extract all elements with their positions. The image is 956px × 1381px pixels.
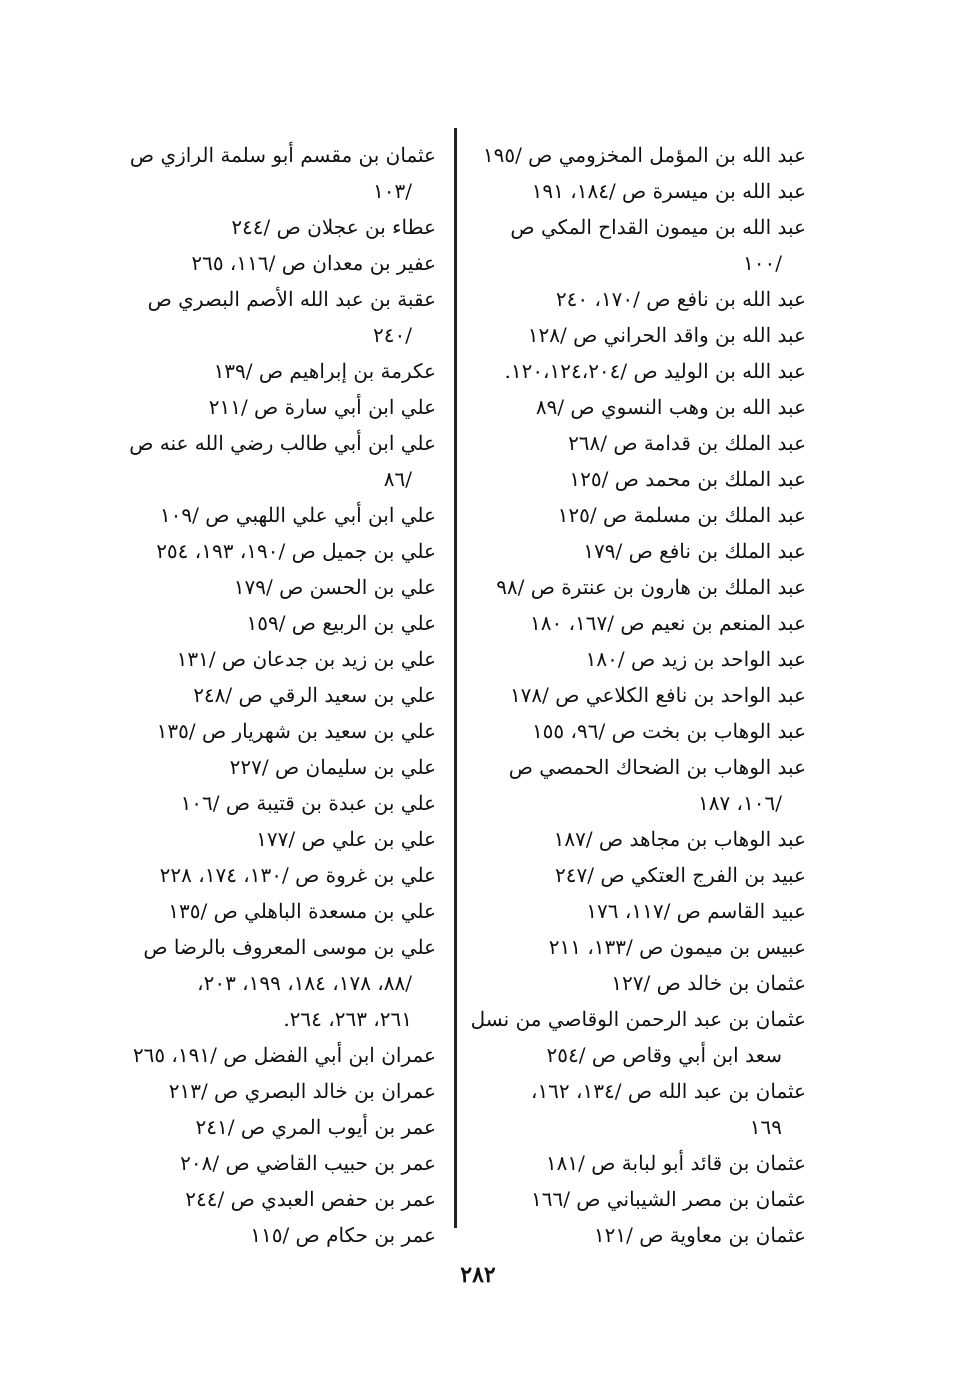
index-entry-continuation: ١٦٩ — [749, 1115, 782, 1139]
index-column-left — [106, 137, 436, 1253]
index-entry: عقبة بن عبد الله الأصم البصري ص — [147, 287, 436, 311]
index-entry: علي بن الحسن ص /١٧٩ — [233, 575, 436, 599]
index-entry: علي بن علي ص /١٧٧ — [256, 827, 436, 851]
index-entry: عبد الوهاب بن مجاهد ص /١٨٧ — [553, 827, 806, 851]
index-entry: عثمان بن عبد الله ص /١٣٤، ١٦٢، — [530, 1079, 806, 1103]
index-entry: علي بن مسعدة الباهلي ص /١٣٥ — [168, 899, 436, 923]
index-entry: عبد الله بن المؤمل المخزومي ص /١٩٥ — [482, 143, 806, 167]
index-entry: عطاء بن عجلان ص /٢٤٤ — [231, 215, 436, 239]
index-entry: عبد الملك بن هارون بن عنترة ص /٩٨ — [496, 575, 806, 599]
index-entry: عبيد بن الفرج العتكي ص /٢٤٧ — [555, 863, 806, 887]
index-entry: عبد الوهاب بن الضحاك الحمصي ص — [508, 755, 806, 779]
index-entry: عبيس بن ميمون ص /١٣٣، ٢١١ — [548, 935, 806, 959]
index-entry-continuation: /١٠٦، ١٨٧ — [697, 791, 782, 815]
index-entry: علي بن زيد بن جدعان ص /١٣١ — [176, 647, 436, 671]
index-entry: عبد الله بن الوليد ص /١٢٠،١٢٤،٢٠٤. — [504, 359, 806, 383]
index-entry: عمران ابن أبي الفضل ص /١٩١، ٢٦٥ — [132, 1043, 436, 1067]
index-entry: عثمان بن معاوية ص /١٢١ — [593, 1223, 806, 1247]
index-entry: عبد الله بن واقد الحراني ص /١٢٨ — [527, 323, 806, 347]
index-entry: علي ابن أبي علي اللهبي ص /١٠٩ — [159, 503, 436, 527]
index-entry-continuation: /٨٨، ١٧٨، ١٨٤، ١٩٩، ٢٠٣، — [197, 971, 412, 995]
index-entry: عبد الواحد بن نافع الكلاعي ص /١٧٨ — [509, 683, 806, 707]
index-entry: عبد الله بن ميسرة ص /١٨٤، ١٩١ — [531, 179, 806, 203]
index-entry: علي ابن أبي طالب رضي الله عنه ص — [129, 431, 436, 455]
index-entry: عبد الواحد بن زيد ص /١٨٠ — [585, 647, 806, 671]
index-entry-continuation: سعد ابن أبي وقاص ص /٢٥٤ — [546, 1043, 782, 1067]
index-entry: عبد الوهاب بن بخت ص /٩٦، ١٥٥ — [531, 719, 806, 743]
index-entry: عبد المنعم بن نعيم ص /١٦٧، ١٨٠ — [529, 611, 806, 635]
index-entry: عثمان بن مقسم أبو سلمة الرازي ص — [129, 143, 436, 167]
index-entry: عثمان بن مصر الشيباني ص /١٦٦ — [530, 1187, 806, 1211]
column-divider — [454, 128, 457, 1228]
index-entry: عبيد القاسم ص /١١٧، ١٧٦ — [586, 899, 806, 923]
index-column-right — [466, 137, 806, 1253]
index-entry: عثمان بن خالد ص /١٢٧ — [611, 971, 806, 995]
index-entry: عفير بن معدان ص /١١٦، ٢٦٥ — [191, 251, 436, 275]
index-entry: علي بن سعيد الرقي ص /٢٤٨ — [193, 683, 436, 707]
index-entry: عبد الله بن نافع ص /١٧٠، ٢٤٠ — [555, 287, 806, 311]
index-entry: علي بن موسى المعروف بالرضا ص — [143, 935, 436, 959]
index-entry-continuation: ٢٦١، ٢٦٣، ٢٦٤. — [283, 1007, 412, 1031]
index-entry: عمر بن حكام ص /١١٥ — [250, 1223, 436, 1247]
index-entry: عبد الله بن وهب النسوي ص /٨٩ — [535, 395, 806, 419]
index-entry: علي بن سعيد بن شهريار ص /١٣٥ — [156, 719, 436, 743]
index-entry: علي بن غروة ص /١٣٠، ١٧٤، ٢٢٨ — [159, 863, 436, 887]
index-entry: علي بن سليمان ص /٢٢٧ — [229, 755, 436, 779]
index-entry: عمر بن حفص العبدي ص /٢٤٤ — [185, 1187, 436, 1211]
index-entry: علي بن الربيع ص /١٥٩ — [246, 611, 436, 635]
index-entry-continuation: /١٠٣ — [373, 179, 412, 203]
index-entry: عمر بن حبيب القاضي ص /٢٠٨ — [180, 1151, 436, 1175]
index-entry: عبد الملك بن مسلمة ص /١٢٥ — [557, 503, 806, 527]
index-entry: عبد الملك بن نافع ص /١٧٩ — [583, 539, 806, 563]
index-entry: علي بن عبدة بن قتيبة ص /١٠٦ — [180, 791, 436, 815]
index-entry: عكرمة بن إبراهيم ص /١٣٩ — [213, 359, 436, 383]
index-entry: علي ابن أبي سارة ص /٢١١ — [208, 395, 436, 419]
index-entry-continuation: /١٠٠ — [743, 251, 782, 275]
index-entry: عثمان بن قائد أبو لبابة ص /١٨١ — [545, 1151, 806, 1175]
index-entry: عبد الملك بن قدامة ص /٢٦٨ — [568, 431, 806, 455]
index-entry: عبد الله بن ميمون القداح المكي ص — [510, 215, 806, 239]
index-entry: علي بن جميل ص /١٩٠، ١٩٣، ٢٥٤ — [156, 539, 436, 563]
index-entry: عمران بن خالد البصري ص /٢١٣ — [168, 1079, 436, 1103]
index-entry: عمر بن أيوب المري ص /٢٤١ — [195, 1115, 436, 1139]
page-number: ٢٨٢ — [460, 1262, 496, 1288]
index-entry-continuation: /٨٦ — [383, 467, 412, 491]
index-entry-continuation: /٢٤٠ — [373, 323, 412, 347]
index-entry: عثمان بن عبد الرحمن الوقاصي من نسل — [470, 1007, 806, 1031]
index-entry: عبد الملك بن محمد ص /١٢٥ — [569, 467, 806, 491]
